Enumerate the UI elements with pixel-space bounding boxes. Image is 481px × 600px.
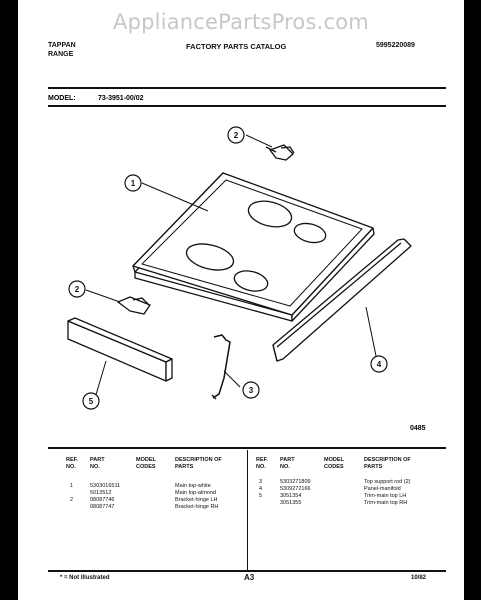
header-part-no: PART NO.	[90, 457, 105, 470]
header-description: DESCRIPTION OF PARTS	[364, 457, 411, 470]
table-top-rule	[48, 447, 446, 449]
model-number: 73-3951-00/02	[98, 95, 144, 102]
callout-label: 2	[74, 285, 80, 294]
catalog-number: 5995220089	[376, 42, 415, 49]
header-ref-no: REF. NO.	[66, 457, 78, 470]
header-part-no: PART NO.	[280, 457, 295, 470]
catalog-title: FACTORY PARTS CATALOG	[186, 42, 287, 51]
top-support-rod	[213, 335, 230, 398]
model-label: MODEL:	[48, 95, 76, 102]
footnote: * = Not Illustrated	[60, 575, 110, 581]
watermark: AppliancePartsPros.com	[113, 10, 369, 34]
header-model-codes: MODEL CODES	[324, 457, 344, 470]
page-number: A3	[244, 573, 255, 582]
callout-label: 5	[88, 397, 94, 406]
figure-code: 0485	[410, 425, 426, 432]
header-ref-no: REF. NO.	[256, 457, 268, 470]
callout-label: 1	[130, 179, 136, 188]
callout-label: 4	[376, 360, 382, 369]
table-divider	[247, 450, 248, 572]
header-model-codes: MODEL CODES	[136, 457, 156, 470]
header-description: DESCRIPTION OF PARTS	[175, 457, 222, 470]
exploded-diagram	[18, 0, 464, 600]
brand-line2: RANGE	[48, 51, 74, 58]
table-bottom-rule	[48, 570, 446, 572]
callout-label: 3	[248, 386, 254, 395]
callout-label: 2	[233, 131, 239, 140]
catalog-page: AppliancePartsPros.com TAPPAN RANGE FACTORY PARTS CATALOG 5995220089 MODEL: 73-3951-00/02 2 1 2 3 4 5 0485 REF. NO. PART NO. MODEL CODES DESCRIPTION OF PARTS REF. NO. PART NO. MODEL CODES DESCRIPTION OF PARTS 1 5303016511 Main top-white 5013512 Main top-almond 2 08087746 Bracket-hinge LH 08087747 Bracket-hinge RH 3 5303271809 Top support rod (2) 4 5309272166 Panel-manifold 5 3051354 Trim-main top LH 3051355 Trim-main top RH * = Not Illustrated A3 10/82	[18, 0, 464, 600]
revision-date: 10/82	[411, 575, 427, 581]
brand-line1: TAPPAN	[48, 42, 76, 49]
